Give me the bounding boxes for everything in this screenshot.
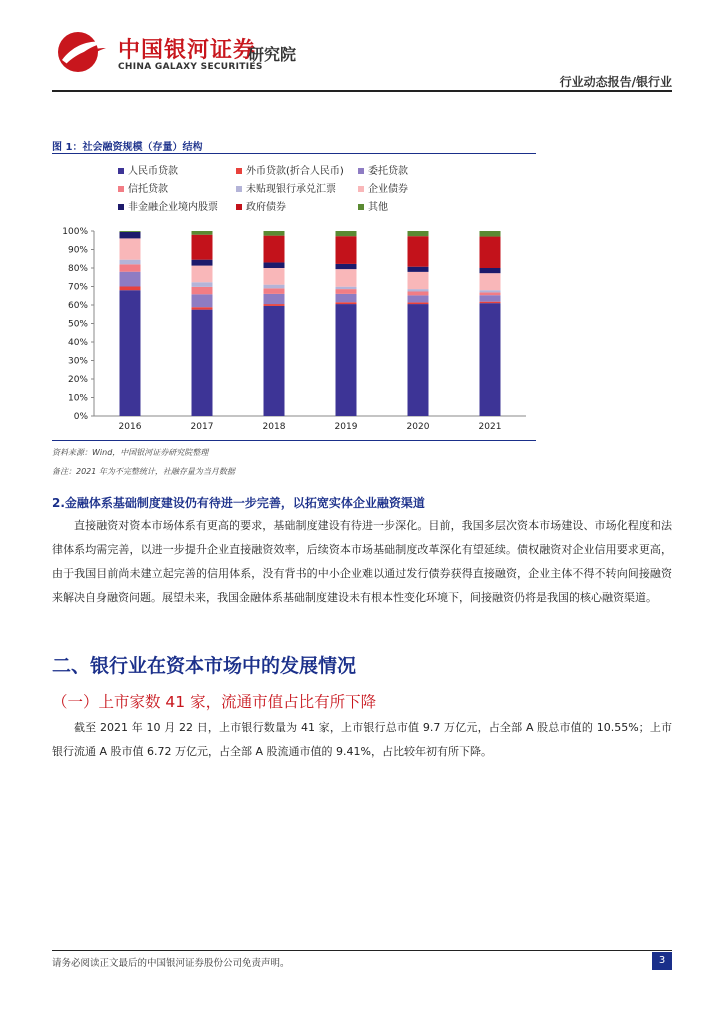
legend-label: 外币贷款(折合人民币)	[246, 166, 344, 177]
legend-label: 企业债券	[368, 184, 408, 195]
legend-label: 人民币贷款	[128, 166, 178, 177]
bar-segment	[264, 236, 285, 263]
bar-segment	[120, 264, 141, 271]
legend-label: 信托贷款	[128, 184, 168, 195]
legend-swatch	[358, 186, 364, 192]
bar-segment	[408, 304, 429, 416]
x-tick-label: 2020	[406, 422, 430, 432]
bar-segment	[264, 294, 285, 304]
bar-segment	[408, 272, 429, 289]
stacked-bar-chart	[52, 156, 536, 438]
legend-swatch	[236, 204, 242, 210]
chart-plot-area	[62, 227, 526, 432]
bar-segment	[408, 289, 429, 291]
brand-name-en: CHINA GALAXY SECURITIES	[118, 62, 263, 72]
bar-segment	[264, 268, 285, 285]
bar-segment	[120, 238, 141, 259]
y-tick-label: 80%	[67, 264, 88, 274]
legend-swatch	[236, 186, 242, 192]
bar-segment	[336, 269, 357, 287]
bar-segment	[480, 292, 501, 295]
y-tick-label: 90%	[67, 245, 88, 256]
bar-segment	[336, 236, 357, 264]
bar-segment	[408, 291, 429, 295]
bar-segment	[408, 302, 429, 304]
report-type-label: 行业动态报告/银行业	[559, 75, 672, 89]
bar-segment	[408, 295, 429, 302]
bar-segment	[264, 306, 285, 416]
x-tick-label: 2021	[478, 422, 502, 432]
bar-segment	[192, 260, 213, 266]
legend-label: 委托贷款	[368, 166, 408, 177]
bar-segment	[192, 310, 213, 416]
bar-segment	[192, 235, 213, 260]
header-divider	[52, 90, 672, 92]
figure-title: 图 1：社会融资规模（存量）结构	[52, 142, 203, 153]
y-tick-label: 0%	[73, 412, 88, 422]
legend-swatch	[358, 204, 364, 210]
bar-segment	[336, 294, 357, 302]
subsection-heading: 2.金融体系基础制度建设仍有待进一步完善，以拓宽实体企业融资渠道	[52, 496, 425, 510]
bar-segment	[120, 231, 141, 232]
figure-note: 备注：2021 年为不完整统计，社融存量为当月数据	[52, 467, 235, 476]
bar-segment	[408, 267, 429, 272]
bar-segment	[192, 307, 213, 309]
legend-swatch	[236, 168, 242, 174]
x-tick-label: 2016	[118, 422, 142, 432]
y-tick-label: 70%	[67, 282, 88, 293]
y-tick-label: 40%	[67, 338, 88, 348]
bar-segment	[408, 231, 429, 236]
legend-label: 未贴现银行承兑汇票	[246, 184, 336, 195]
bar-segment	[336, 287, 357, 289]
bar-segment	[120, 260, 141, 265]
galaxy-logo-icon	[56, 30, 108, 74]
body-paragraph-1: 直接融资对资本市场体系有更高的要求，基础制度建设有待进一步深化。目前，我国多层次资本市场建设、市场化程度和法律体系均需完善，以进一步提升企业直接融资效率，后续资本市场基础制度改革深化有望延续。债权融资对企业信用要求更高，由于我国目前尚未建立起完善的信用体系，没有背书的中小企业难以通过发行债券获得直接融资，企业主体不得不转向间接融资来解决自身融资问题。展望未来，我国金融体系基础制度建设未有根本性变化环境下，间接融资仍将是我国的核心融资渠道。	[52, 519, 672, 604]
bar-segment	[336, 304, 357, 416]
bar-segment	[408, 236, 429, 267]
bar-segment	[480, 302, 501, 303]
bar-segment	[264, 288, 285, 294]
bar-segment	[264, 231, 285, 236]
legend-swatch	[118, 204, 124, 210]
bar-segment	[264, 285, 285, 289]
bar-segment	[120, 290, 141, 416]
bar-segment	[264, 262, 285, 268]
bar-segment	[192, 282, 213, 287]
figure-source: 资料来源：Wind，中国银河证券研究院整理	[52, 448, 209, 457]
bar-segment	[120, 287, 141, 291]
legend-label: 非金融企业境内股票	[128, 202, 218, 213]
bar-segment	[192, 266, 213, 283]
bar-segment	[192, 231, 213, 235]
x-tick-label: 2017	[190, 422, 214, 432]
chart-legend	[118, 164, 408, 213]
brand-department: 研究院	[248, 45, 297, 64]
y-tick-label: 50%	[67, 319, 88, 330]
bar-segment	[192, 294, 213, 307]
legend-swatch	[358, 168, 364, 174]
bar-segment	[480, 231, 501, 237]
bar-segment	[264, 304, 285, 306]
bar-segment	[480, 237, 501, 268]
bar-segment	[336, 302, 357, 304]
legend-swatch	[118, 186, 124, 192]
bar-segment	[336, 231, 357, 236]
figure-top-rule	[52, 153, 536, 154]
bar-segment	[336, 264, 357, 269]
sub-section-heading: （一）上市家数 41 家，流通市值占比有所下降	[52, 693, 377, 711]
y-tick-label: 30%	[67, 356, 88, 367]
legend-label: 政府债券	[246, 202, 286, 213]
footer-disclaimer: 请务必阅读正文最后的中国银河证券股份公司免责声明。	[52, 958, 290, 969]
bar-segment	[120, 272, 141, 287]
y-tick-label: 20%	[67, 375, 88, 385]
bar-segment	[480, 290, 501, 292]
bar-segment	[192, 287, 213, 294]
bar-segment	[336, 289, 357, 294]
bar-segment	[480, 268, 501, 273]
brand-name-cn: 中国银河证券	[118, 38, 257, 63]
figure-bottom-rule	[52, 440, 536, 441]
bar-segment	[480, 295, 501, 301]
body-paragraph-2: 截至 2021 年 10 月 22 日，上市银行数量为 41 家，上市银行总市值 9.7 万亿元，占全部 A 股总市值的 10.55%；上市银行流通 A 股市值 6.72 万亿元，占全部 A 股流通市值的 9.41%，占比较年初有所下降。	[52, 721, 672, 758]
y-tick-label: 60%	[67, 301, 88, 311]
x-tick-label: 2018	[262, 422, 286, 432]
legend-label: 其他	[368, 202, 388, 213]
y-tick-label: 10%	[67, 393, 88, 404]
x-tick-label: 2019	[334, 422, 358, 432]
page-number: 3	[652, 952, 672, 970]
bar-segment	[480, 303, 501, 416]
legend-swatch	[118, 168, 124, 174]
section-heading: 二、银行业在资本市场中的发展情况	[52, 655, 357, 677]
bar-segment	[120, 232, 141, 238]
footer-divider	[52, 950, 672, 951]
y-tick-label: 100%	[62, 227, 88, 237]
bar-segment	[480, 273, 501, 290]
